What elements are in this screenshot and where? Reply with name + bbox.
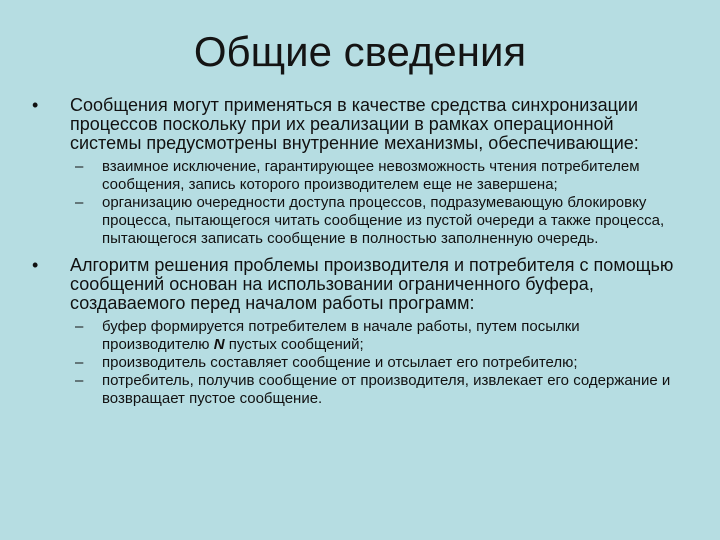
bullet-text: Сообщения могут применяться в качестве средства синхронизации процессов поскольку при их реализации в рамках операционной системы предусмотрены внутренние механизмы, обеспечивающие: xyxy=(70,95,639,153)
sub-item-text: производитель составляет сообщение и отсылает его потребителю; xyxy=(102,354,578,371)
bullet-text: Алгоритм решения проблемы производителя и потребителя с помощью сообщений основан на использовании ограниченного буфера, создаваемого перед началом работы программ: xyxy=(70,255,674,313)
bullet-item xyxy=(24,96,688,153)
dash-icon: – xyxy=(75,318,84,335)
slide-title: Общие сведения xyxy=(193,28,527,75)
sub-item-text: организацию очередности доступа процессов, подразумевающую блокировку процесса, пытающегося читать сообщение из пустой очереди а также процесса, пытающегося записать сообщение в полностью заполненную очередь. xyxy=(102,194,665,247)
dash-icon: – xyxy=(75,158,84,175)
sub-list xyxy=(24,318,688,408)
sub-item xyxy=(24,194,688,248)
sub-item xyxy=(24,372,688,408)
n-variable: N xyxy=(213,336,225,353)
sub-item xyxy=(24,158,688,194)
sub-item-text-end: пустых сообщений; xyxy=(224,336,364,353)
sub-list xyxy=(24,158,688,248)
bullet-dot-icon: • xyxy=(32,95,39,115)
bullet-dot-icon: • xyxy=(32,255,39,275)
sub-item-text-start: буфер формируется потребителем в начале работы, путем посылки производителю xyxy=(102,318,580,353)
sub-item xyxy=(24,318,688,354)
sub-item-text: взаимное исключение, гарантирующее невозможность чтения потребителем сообщения, запись которого производителем еще не завершена; xyxy=(102,158,640,193)
sub-item xyxy=(24,354,688,372)
sub-item-text: потребитель, получив сообщение от производителя, извлекает его содержание и возвращает пустое сообщение. xyxy=(102,372,671,407)
slide-content xyxy=(24,96,688,416)
dash-icon: – xyxy=(75,372,84,389)
dash-icon: – xyxy=(75,354,84,371)
dash-icon: – xyxy=(75,194,84,211)
bullet-item xyxy=(24,256,688,313)
